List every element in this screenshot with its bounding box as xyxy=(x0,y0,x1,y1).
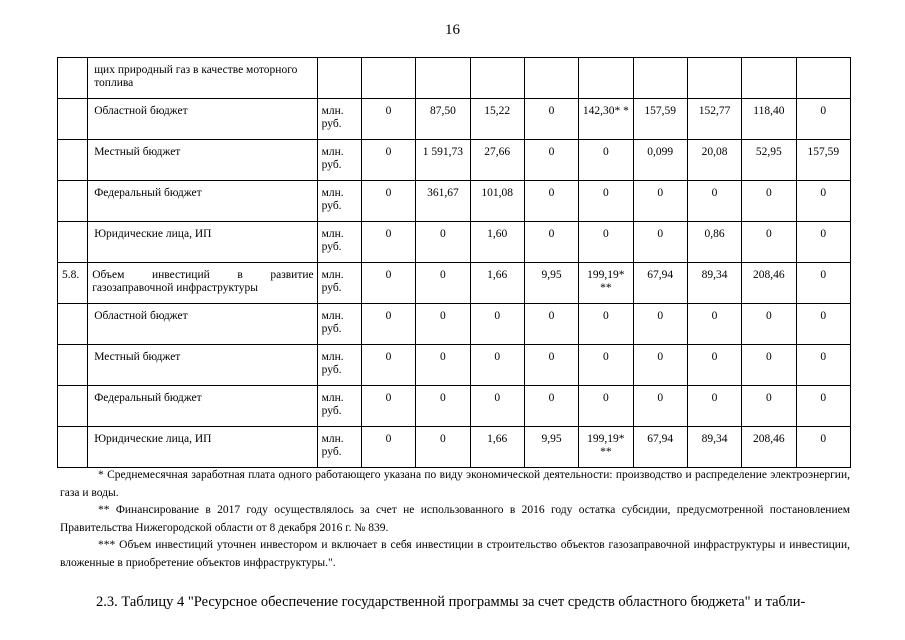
value-cell: 0 xyxy=(796,427,850,468)
row-name-cell: Объем инвестиций в развитие газозаправочной инфраструктуры xyxy=(88,263,317,304)
row-name-cell: Юридические лица, ИП xyxy=(88,222,317,263)
value-cell: 0 xyxy=(742,181,796,222)
continuation-paragraph: 2.3. Таблицу 4 "Ресурсное обеспечение государственной программы за счет средств областного бюджета" и табли- xyxy=(96,594,806,610)
value-cell: 0 xyxy=(416,345,470,386)
table-row xyxy=(58,140,851,181)
value-cell: 0 xyxy=(416,263,470,304)
value-cell: 1,60 xyxy=(470,222,524,263)
row-number-cell: 5.8. xyxy=(58,263,88,304)
value-cell: 199,19* ** xyxy=(579,263,633,304)
row-number-cell xyxy=(58,58,88,99)
value-cell: 0 xyxy=(524,386,578,427)
footnote-1: * Среднемесячная заработная плата одного работающего указана по виду экономической деятельности: производство и распределение электроэнергии, газа и воды. xyxy=(60,469,850,499)
value-cell: 0 xyxy=(742,304,796,345)
unit-cell: млн. руб. xyxy=(317,140,361,181)
unit-cell: млн. руб. xyxy=(317,263,361,304)
value-cell: 9,95 xyxy=(524,263,578,304)
table-row xyxy=(58,181,851,222)
value-cell: 0 xyxy=(796,263,850,304)
table-row xyxy=(58,58,851,99)
row-name-cell: Федеральный бюджет xyxy=(88,386,317,427)
row-name-cell: Федеральный бюджет xyxy=(88,181,317,222)
value-cell: 89,34 xyxy=(687,263,741,304)
value-cell: 361,67 xyxy=(416,181,470,222)
row-number-cell xyxy=(58,304,88,345)
value-cell: 0 xyxy=(796,99,850,140)
unit-cell xyxy=(317,58,361,99)
value-cell: 0 xyxy=(470,345,524,386)
value-cell: 0 xyxy=(361,181,415,222)
value-cell: 0 xyxy=(361,345,415,386)
row-name-cell: Юридические лица, ИП xyxy=(88,427,317,468)
value-cell: 0 xyxy=(361,99,415,140)
value-cell: 15,22 xyxy=(470,99,524,140)
value-cell: 0 xyxy=(687,181,741,222)
value-cell xyxy=(796,58,850,99)
value-cell: 0 xyxy=(579,222,633,263)
value-cell: 0,86 xyxy=(687,222,741,263)
value-cell: 0 xyxy=(361,304,415,345)
value-cell: 199,19* ** xyxy=(579,427,633,468)
unit-cell: млн. руб. xyxy=(317,427,361,468)
table-row xyxy=(58,222,851,263)
value-cell: 0 xyxy=(796,386,850,427)
value-cell: 0 xyxy=(524,140,578,181)
table-row xyxy=(58,304,851,345)
value-cell: 52,95 xyxy=(742,140,796,181)
value-cell: 142,30* * xyxy=(579,99,633,140)
value-cell: 1 591,73 xyxy=(416,140,470,181)
footnote-2: ** Финансирование в 2017 году осуществлялось за счет не использованного в 2016 году остатка субсидии, предусмотренной постановлением Правительства Нижегородской области от 8 декабря 2016 г. № 839. xyxy=(60,504,850,534)
value-cell: 0 xyxy=(470,304,524,345)
value-cell: 152,77 xyxy=(687,99,741,140)
value-cell: 157,59 xyxy=(796,140,850,181)
row-number-cell xyxy=(58,99,88,140)
value-cell: 208,46 xyxy=(742,427,796,468)
funding-table xyxy=(57,57,851,468)
value-cell: 20,08 xyxy=(687,140,741,181)
value-cell: 0 xyxy=(416,304,470,345)
value-cell: 0 xyxy=(796,345,850,386)
value-cell: 0 xyxy=(361,427,415,468)
value-cell: 0 xyxy=(361,222,415,263)
value-cell: 0 xyxy=(742,386,796,427)
value-cell: 0 xyxy=(579,181,633,222)
value-cell xyxy=(416,58,470,99)
value-cell: 0 xyxy=(524,345,578,386)
row-number-cell xyxy=(58,140,88,181)
table-row xyxy=(58,386,851,427)
value-cell: 0 xyxy=(579,345,633,386)
value-cell: 27,66 xyxy=(470,140,524,181)
page-number: 16 xyxy=(445,22,460,38)
value-cell: 208,46 xyxy=(742,263,796,304)
unit-cell: млн. руб. xyxy=(317,386,361,427)
value-cell: 0 xyxy=(796,181,850,222)
value-cell xyxy=(687,58,741,99)
value-cell: 0 xyxy=(524,99,578,140)
value-cell: 0 xyxy=(579,304,633,345)
row-name-cell: Областной бюджет xyxy=(88,304,317,345)
value-cell: 0 xyxy=(687,345,741,386)
value-cell: 0 xyxy=(687,304,741,345)
value-cell: 0 xyxy=(633,304,687,345)
value-cell: 9,95 xyxy=(524,427,578,468)
value-cell: 0 xyxy=(470,386,524,427)
value-cell xyxy=(361,58,415,99)
unit-cell: млн. руб. xyxy=(317,99,361,140)
value-cell: 0 xyxy=(796,222,850,263)
value-cell: 0 xyxy=(742,222,796,263)
value-cell: 1,66 xyxy=(470,427,524,468)
value-cell: 67,94 xyxy=(633,427,687,468)
value-cell: 0 xyxy=(524,222,578,263)
value-cell: 0 xyxy=(633,181,687,222)
value-cell: 0,099 xyxy=(633,140,687,181)
value-cell: 0 xyxy=(416,222,470,263)
value-cell: 0 xyxy=(416,386,470,427)
row-number-cell xyxy=(58,345,88,386)
value-cell: 0 xyxy=(633,222,687,263)
value-cell xyxy=(470,58,524,99)
value-cell: 0 xyxy=(633,386,687,427)
row-number-cell xyxy=(58,427,88,468)
row-number-cell xyxy=(58,222,88,263)
value-cell: 0 xyxy=(579,140,633,181)
value-cell: 0 xyxy=(524,304,578,345)
table-body xyxy=(58,58,851,468)
value-cell: 0 xyxy=(579,386,633,427)
footnotes xyxy=(60,467,850,572)
unit-cell: млн. руб. xyxy=(317,304,361,345)
value-cell: 67,94 xyxy=(633,263,687,304)
value-cell: 0 xyxy=(361,386,415,427)
row-name-cell: Местный бюджет xyxy=(88,140,317,181)
unit-cell: млн. руб. xyxy=(317,222,361,263)
value-cell xyxy=(524,58,578,99)
value-cell: 157,59 xyxy=(633,99,687,140)
row-number-cell xyxy=(58,386,88,427)
value-cell: 0 xyxy=(361,140,415,181)
value-cell: 0 xyxy=(796,304,850,345)
value-cell: 1,66 xyxy=(470,263,524,304)
value-cell: 0 xyxy=(633,345,687,386)
table-row xyxy=(58,427,851,468)
unit-cell: млн. руб. xyxy=(317,345,361,386)
value-cell xyxy=(742,58,796,99)
row-name-cell: Местный бюджет xyxy=(88,345,317,386)
value-cell: 0 xyxy=(361,263,415,304)
value-cell: 87,50 xyxy=(416,99,470,140)
footnote-3: *** Объем инвестиций уточнен инвестором и включает в себя инвестиции в строительство объектов газозаправочной инфраструктуры и инвестиции, вложенные в приобретение объектов инфраструктуры.". xyxy=(60,539,850,569)
value-cell: 0 xyxy=(524,181,578,222)
row-name-cell: щих природный газ в качестве моторного топлива xyxy=(88,58,317,99)
row-number-cell xyxy=(58,181,88,222)
unit-cell: млн. руб. xyxy=(317,181,361,222)
value-cell xyxy=(633,58,687,99)
table-row xyxy=(58,263,851,304)
table-row xyxy=(58,345,851,386)
value-cell: 0 xyxy=(742,345,796,386)
table-row xyxy=(58,99,851,140)
value-cell: 0 xyxy=(687,386,741,427)
row-name-cell: Областной бюджет xyxy=(88,99,317,140)
value-cell xyxy=(579,58,633,99)
value-cell: 0 xyxy=(416,427,470,468)
value-cell: 118,40 xyxy=(742,99,796,140)
value-cell: 89,34 xyxy=(687,427,741,468)
value-cell: 101,08 xyxy=(470,181,524,222)
